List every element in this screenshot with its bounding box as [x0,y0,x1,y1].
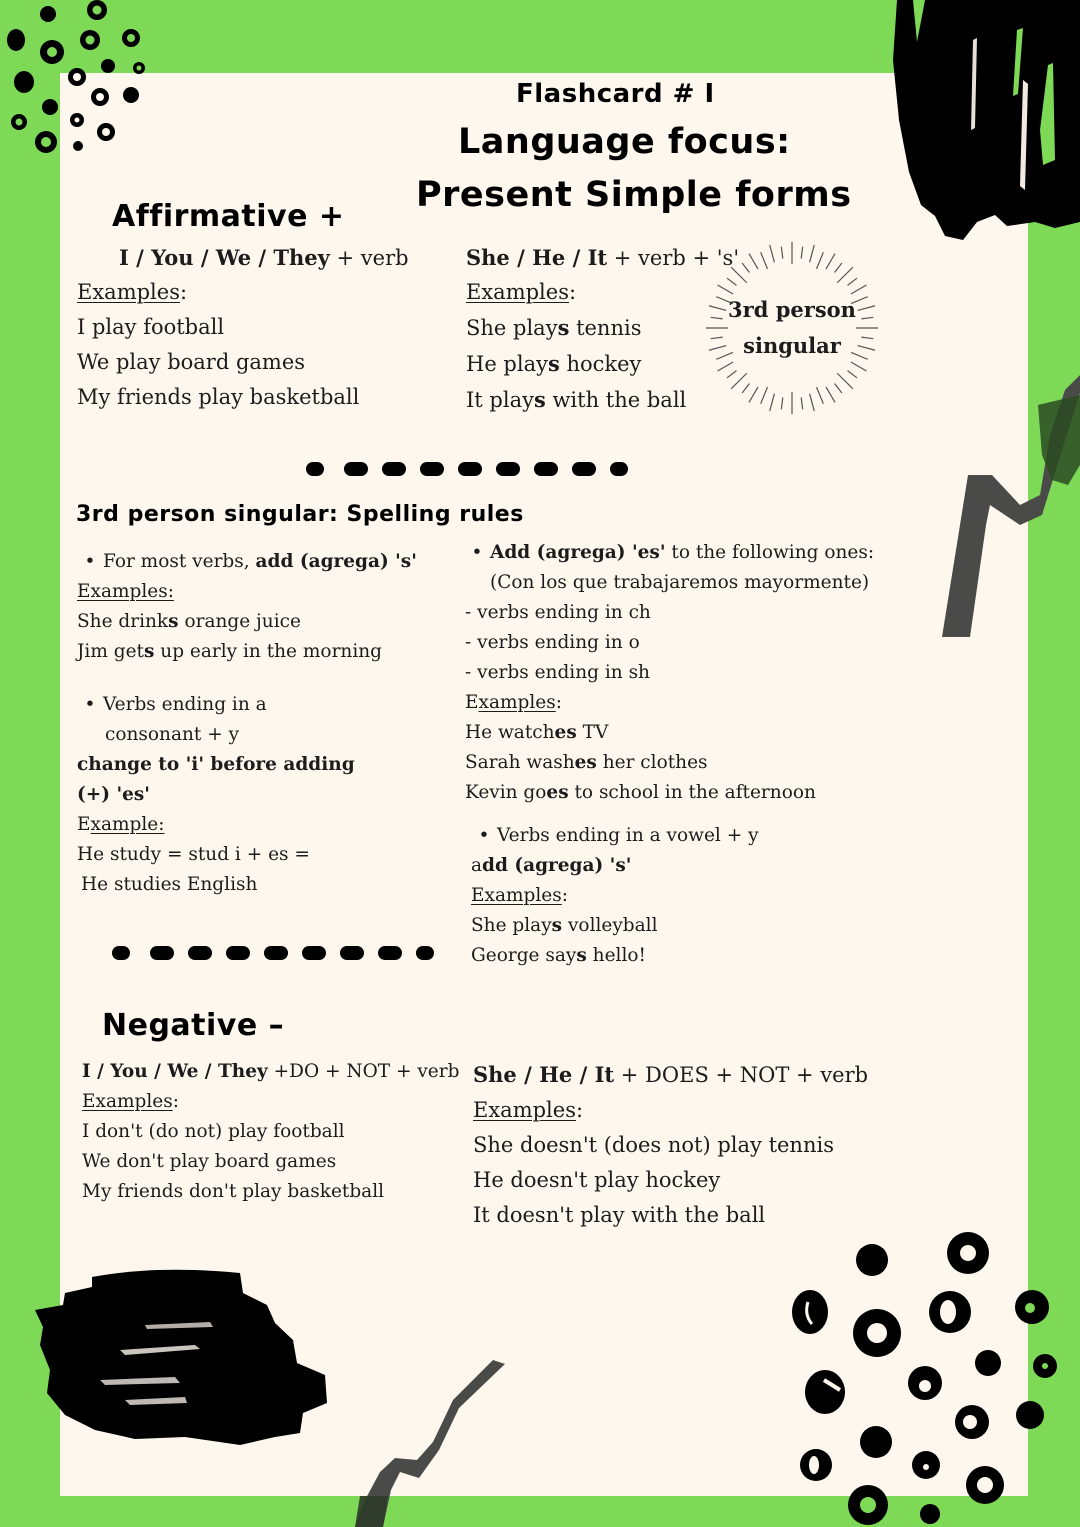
formula-subject: She / He / It [466,245,608,270]
example-item: Kevin goes to school in the afternoon [465,782,816,803]
negative-formula-singular: She / He / It + DOES + NOT + verb [473,1062,869,1087]
brush-decoration-top-right [885,0,1080,245]
example-item: He study = stud i + es = [77,844,310,865]
example-item: He doesn't play hockey [473,1168,721,1192]
example-item: We play board games [77,350,306,374]
affirmative-formula-singular [466,240,739,276]
bullet-icon [79,551,103,572]
example-item: She doesn't (does not) play tennis [473,1133,834,1157]
dots-decoration-top-left [0,0,160,160]
affirmative-examples-list-plural: Examples: I play football We play board games My friends play basketball [77,275,359,415]
spelling-rules-heading: 3rd person singular: Spelling rules [76,502,524,527]
example-item: He plays hockey [466,351,642,376]
flashcard-number: Flashcard # I [516,79,715,109]
example-item: I don't (do not) play football [82,1121,345,1142]
spelling-rule-3-endings: - verbs ending in ch - verbs ending in o - verbs ending in sh Examples: He watches TV Sarah washes her clothes Kevin goes to school in the afternoon [465,598,816,808]
zigzag-brush-decoration-bottom [355,1360,515,1527]
scribble-decoration-bottom-left [35,1265,335,1455]
dots-decoration-bottom-right [780,1220,1080,1527]
page-title-line2: Present Simple forms [416,175,852,215]
negative-section-plural: I / You / We / They +DO + NOT + verb Examples: I don't (do not) play football We don't play board games My friends don't play basketball [82,1057,459,1207]
bullet-icon [79,694,103,715]
formula-subject: I / You / We / They [119,245,330,270]
examples-label: Examples: [77,581,174,602]
spelling-rule-1-examples [77,577,382,667]
dashed-divider-top [306,462,628,476]
spelling-rule-3: • Add (agrega) 'es' to the following ones: (Con los que trabajaremos mayormente) [466,538,874,598]
examples-label: Examples [466,280,569,304]
bullet-icon [473,825,497,846]
example-item: She plays volleyball [471,915,658,936]
badge-line1: 3rd person [728,297,856,322]
examples-label: Examples [77,280,180,304]
spelling-rule-2-detail: change to 'i' before adding (+) 'es' Example: He study = stud i + es = He studies English [77,750,355,900]
badge-line2: singular [743,333,841,358]
spelling-rule-4-detail: add (agrega) 's' Examples: She plays volleyball George says hello! [471,851,658,971]
example-item: She drinks orange juice [77,611,301,632]
examples-label: Examples [82,1091,173,1112]
affirmative-formula-plural [119,240,409,276]
example-item: He studies English [81,874,258,895]
example-item: It doesn't play with the ball [473,1203,766,1227]
affirmative-heading: Affirmative + [112,199,345,234]
example-item: Jim gets up early in the morning [77,641,382,662]
negative-section-singular: She / He / It + DOES + NOT + verb Examples: She doesn't (does not) play tennis He doesn't play hockey It doesn't play with the ball [473,1057,868,1233]
example-item: We don't play board games [82,1151,337,1172]
negative-heading: Negative – [102,1008,285,1043]
formula-rest: + verb [329,246,409,270]
example-item: Sarah washes her clothes [465,752,708,773]
example-item: It plays with the ball [466,387,687,412]
example-item: I play football [77,315,225,339]
page-title-line1: Language focus: [458,122,791,162]
example-item: George says hello! [471,945,646,966]
spelling-rule-1: • For most verbs, add (agrega) 's' [79,547,417,577]
dashed-divider-middle [112,946,434,960]
example-item: My friends don't play basketball [82,1181,385,1202]
zigzag-brush-decoration-right [940,375,1080,655]
spelling-rule-4: • Verbs ending in a vowel + y [473,821,759,851]
negative-formula-plural: I / You / We / They +DO + NOT + verb [82,1061,460,1082]
formula-rest: + verb + 's' [607,246,740,270]
example-item: My friends play basketball [77,385,360,409]
examples-label: Examples [473,1098,576,1122]
example-item: He watches TV [465,722,609,743]
spelling-rule-2: • Verbs ending in a consonant + y [79,690,267,750]
third-person-singular-badge [702,238,882,418]
affirmative-examples-list-singular: Examples: She plays tennis He plays hockey It plays with the ball [466,275,686,418]
bullet-icon [466,542,490,563]
example-item: She plays tennis [466,315,642,340]
